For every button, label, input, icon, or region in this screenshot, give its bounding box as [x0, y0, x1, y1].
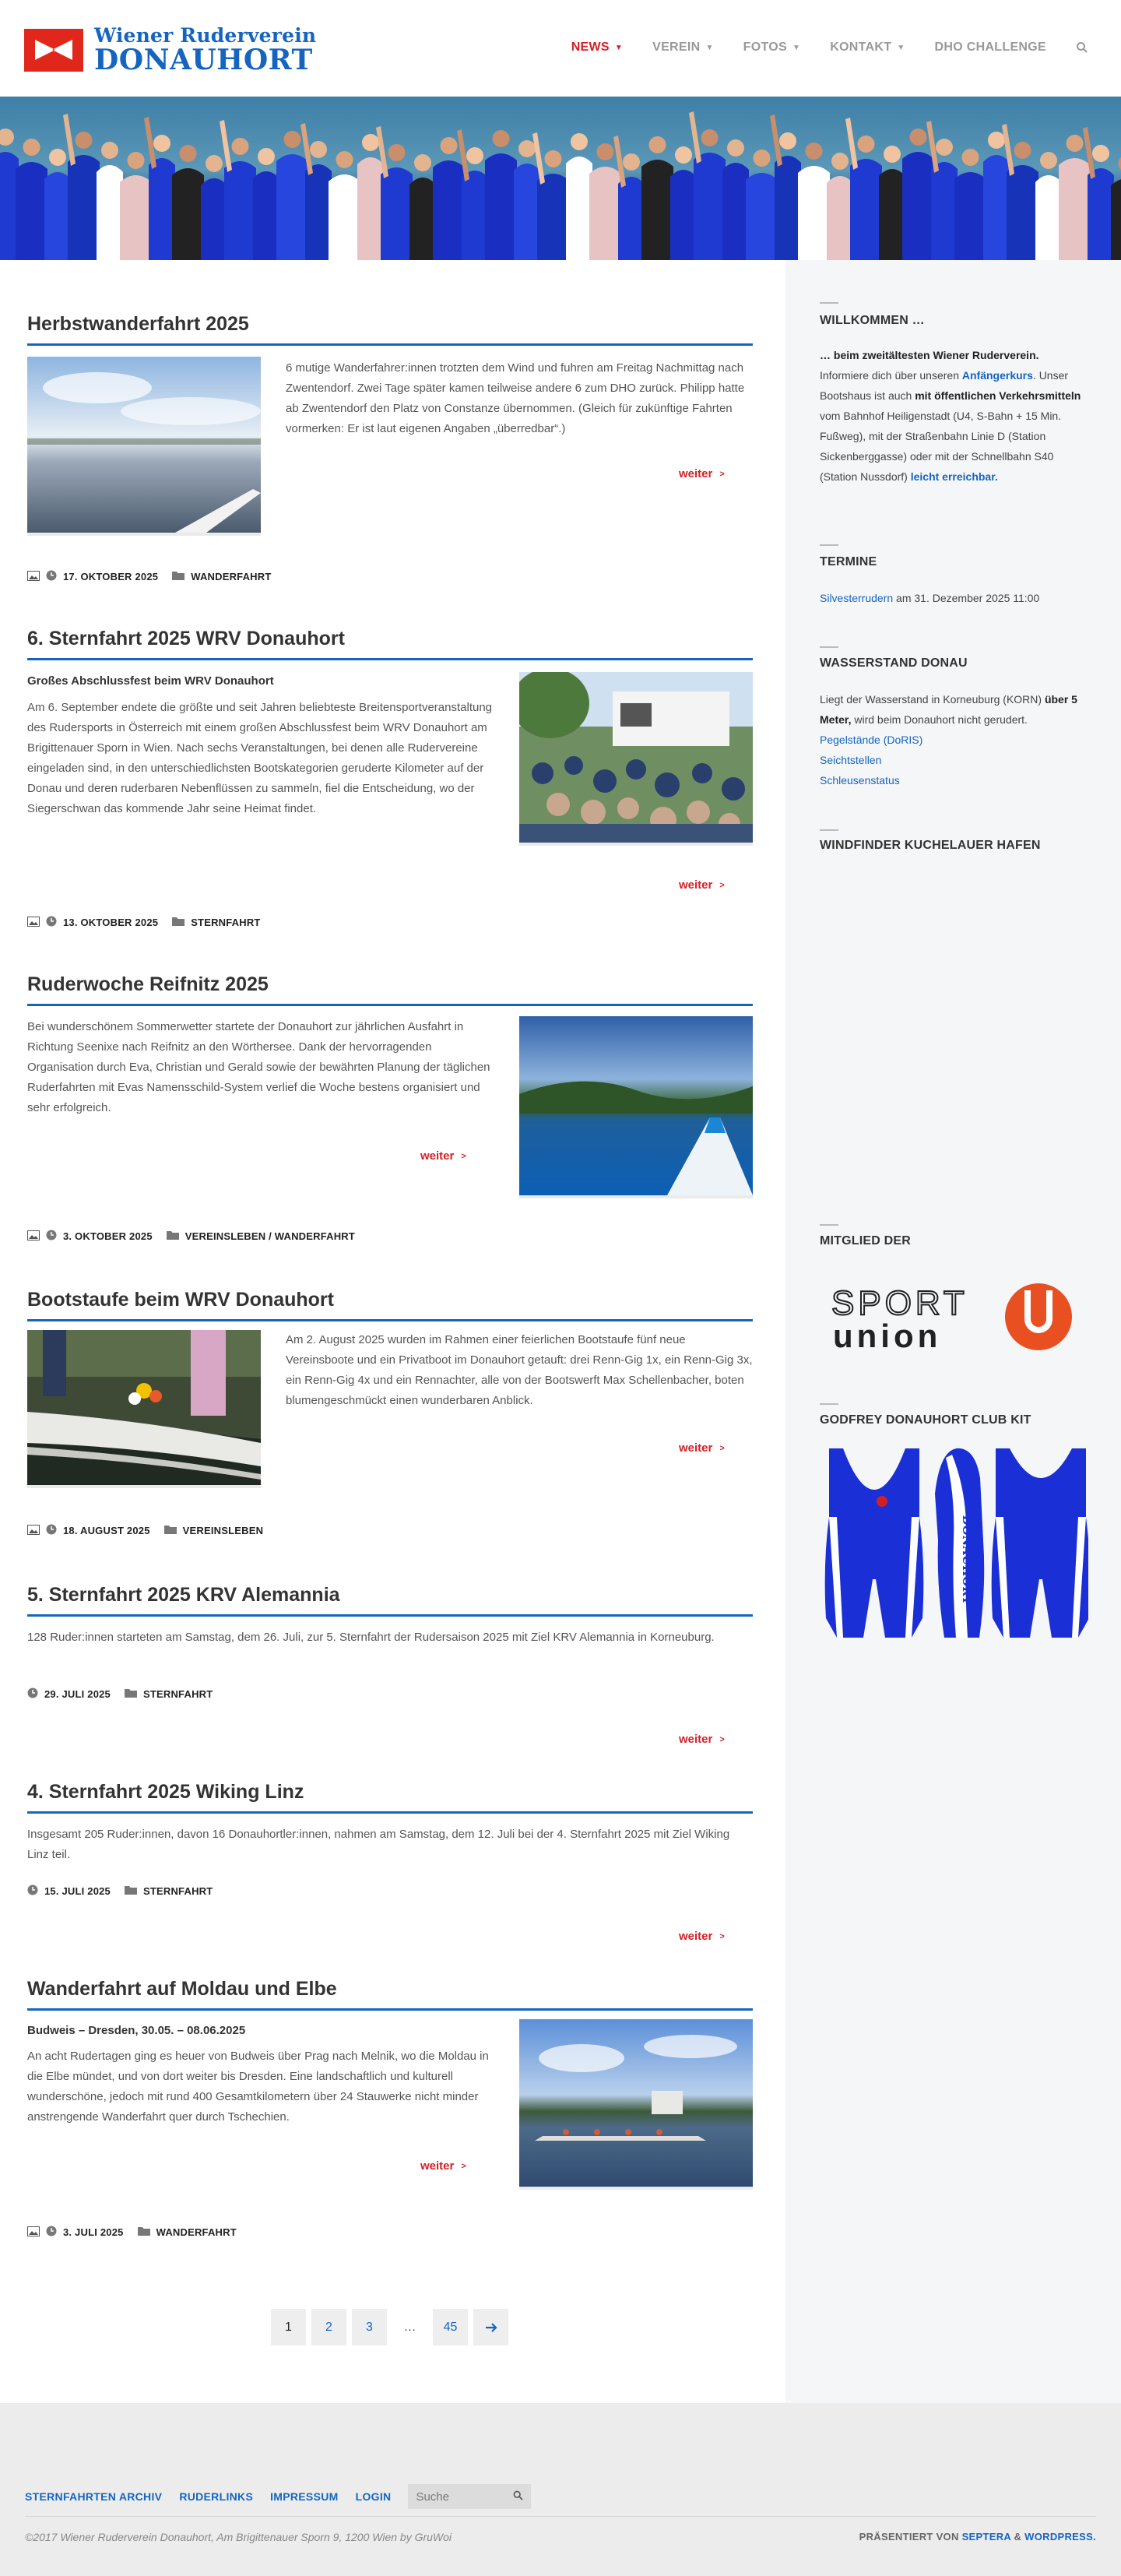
wasserstand-text-2: wird beim Donauhort nicht gerudert.: [854, 713, 1028, 726]
post-meta: [27, 1230, 355, 1243]
read-more-label: weiter: [679, 1930, 713, 1943]
post-category[interactable]: VEREINSLEBEN / WANDERFAHRT: [184, 1230, 356, 1242]
footer-link-ruderlinks[interactable]: RUDERLINKS: [179, 2490, 254, 2503]
site-logo[interactable]: [24, 26, 316, 74]
main-nav: [542, 40, 1088, 55]
post-excerpt: Am 2. August 2025 wurden im Rahmen einer feierlichen Bootstaufe fünf neue Vereinsboote und ein Privatboot im Donauhort getauft: drei Renn-Gig 1x, ein Renn-Gig 3x, ein Renn-Gig 4x und ein Rennachter, alle von der Bootswerft Max Schellenbacher, boten blumengeschmückt einen wunderbaren Anblick.: [286, 1333, 753, 1407]
post-category[interactable]: WANDERFAHRT: [191, 571, 272, 582]
presented-by: [859, 2531, 1096, 2543]
folder-icon: [138, 2226, 150, 2238]
chevron-right-icon: >: [719, 1443, 725, 1453]
read-more-link[interactable]: [679, 1441, 725, 1455]
page-45[interactable]: 45: [433, 2309, 468, 2345]
read-more-label: weiter: [679, 467, 713, 480]
search-icon[interactable]: [1076, 41, 1088, 54]
nav-item-fotos[interactable]: [743, 40, 801, 55]
widget-title-mitglied: MITGLIED DER: [820, 1234, 912, 1248]
widget-title-wasserstand: WASSERSTAND DONAU: [820, 656, 968, 670]
copyright-text: ©2017 Wiener Ruderverein Donauhort, Am Brigittenauer Sporn 9, 1200 Wien by GruWoi: [25, 2531, 452, 2543]
post-excerpt: An acht Rudertagen ging es heuer von Budweis über Prag nach Melnik, wo die Moldau in die Elbe mündet, und von dort weiter bis Dresden. Eine landschaftlich und kulturell wunderschöne, jedoch mit rund 400 Gesamtkilometern über 24 Stauwerke nicht minder anstrengende Wanderfahrt quer durch Tschechien.: [27, 2050, 489, 2124]
chevron-right-icon: >: [719, 1734, 725, 1744]
chevron-down-icon: ▼: [705, 43, 714, 52]
post-meta: [27, 1687, 213, 1701]
post-thumbnail[interactable]: [519, 2019, 753, 2190]
page-ellipsis: …: [403, 2320, 416, 2334]
widget-divider: [820, 1403, 838, 1405]
sportunion-logo[interactable]: [831, 1279, 1077, 1355]
widget-title-clubkit: GODFREY DONAUHORT CLUB KIT: [820, 1413, 1031, 1427]
nav-label: VEREIN: [652, 40, 701, 54]
image-format-icon: [27, 1230, 40, 1243]
post-title[interactable]: Herbstwanderfahrt 2025: [27, 313, 753, 346]
widget-title-welcome: WILLKOMMEN …: [820, 314, 925, 327]
post-title[interactable]: 4. Sternfahrt 2025 Wiking Linz: [27, 1781, 753, 1814]
chevron-right-icon: >: [461, 2161, 466, 2171]
post-category[interactable]: VEREINSLEBEN: [182, 1525, 264, 1536]
post-date[interactable]: 3. OKTOBER 2025: [63, 1230, 153, 1242]
post-excerpt: Insgesamt 205 Ruder:innen, davon 16 Donauhortler:innen, nahmen am Samstag, dem 12. Juli bei der 4. Sternfahrt 2025 mit Ziel Wiking Linz teil.: [27, 1828, 730, 1861]
read-more-link[interactable]: [420, 1149, 466, 1163]
post-meta: [27, 1524, 263, 1537]
sportunion-logo-line-1: SPORT: [831, 1284, 968, 1322]
widget-divider: [820, 646, 838, 648]
page-1[interactable]: 1: [271, 2309, 306, 2345]
clock-icon: [46, 1524, 57, 1537]
nav-label: FOTOS: [743, 40, 787, 54]
read-more-link[interactable]: [679, 1930, 725, 1943]
flag-icon: [24, 29, 83, 72]
footer-divider: [25, 2516, 1096, 2517]
folder-icon: [125, 1885, 137, 1897]
read-more-link[interactable]: [679, 467, 725, 480]
wordpress-link[interactable]: WORDPRESS.: [1024, 2531, 1096, 2543]
site-header: [0, 0, 1121, 97]
folder-icon: [164, 1525, 177, 1536]
post-excerpt: Bei wunderschönem Sommerwetter startete der Donauhort zur jährlichen Ausfahrt in Richtung Seenixe nach Reifnitz an den Wörthersee. Dank der hervorragenden Organisation durch Eva, Christian und Gerald sowie der bewährten Planung der täglichen Ruderfahrten mit Evas Namensschild-System verlief die Woche bestens organisiert und sehr erfolgreich.: [27, 1020, 490, 1114]
welcome-intro: … beim zweitältesten Wiener Ruderverein.: [820, 349, 1039, 361]
widget-title-termine: TERMINE: [820, 555, 877, 568]
club-kit-image[interactable]: [820, 1447, 1088, 1642]
wasserstand-text: [820, 689, 1088, 790]
post-title[interactable]: Ruderwoche Reifnitz 2025: [27, 973, 753, 1006]
chevron-down-icon: ▼: [614, 43, 624, 52]
nav-item-dho-challenge[interactable]: [935, 40, 1046, 55]
post-category[interactable]: STERNFAHRT: [143, 1885, 213, 1897]
folder-icon: [172, 571, 184, 582]
pagination: [271, 2309, 514, 2345]
directions-link[interactable]: leicht erreichbar.: [910, 470, 998, 483]
post-excerpt: 6 mutige Wanderfahrer:innen trotzten dem Wind und fuhren am Freitag Nachmittag nach Zwentendorf. Zwei Tage später kamen teilweise andere 6 zum DHO zurück. Philipp hatte ab Zwentendorf den Platz von Constanze übernommen. (Gleich für zukünftige Fahrten vormerken: Er ist laut eigenen Angaben „überredbar“.): [286, 361, 745, 435]
post-subtitle: Budweis – Dresden, 30.05. – 08.06.2025: [27, 2024, 246, 2037]
presented-by-label: PRÄSENTIERT VON: [859, 2531, 959, 2543]
post-title[interactable]: 5. Sternfahrt 2025 KRV Alemannia: [27, 1584, 753, 1617]
sportunion-logo-line-2: union: [833, 1318, 942, 1354]
post-subtitle: Großes Abschlussfest beim WRV Donauhort: [27, 674, 274, 688]
hero-banner-image: [0, 97, 1121, 260]
folder-icon: [167, 1230, 179, 1242]
search-icon[interactable]: [513, 2490, 523, 2504]
nav-item-news[interactable]: [571, 40, 623, 55]
wasserstand-text-1: Liegt der Wasserstand in Korneuburg (KORN): [820, 693, 1042, 706]
folder-icon: [172, 917, 184, 928]
nav-item-kontakt[interactable]: [830, 40, 905, 55]
post-thumbnail[interactable]: [27, 1330, 261, 1488]
widget-divider: [820, 1224, 838, 1226]
termine-text: [820, 588, 1088, 608]
post-thumbnail[interactable]: [27, 357, 261, 536]
clock-icon: [46, 1230, 57, 1243]
read-more-label: weiter: [679, 1441, 713, 1455]
post-thumbnail[interactable]: [519, 672, 753, 846]
post-excerpt: Am 6. September endete die größte und seit Jahren beliebteste Breitensportveranstaltung des Rudersports in Österreich mit einem großen Abschlussfest beim WRV Donauhort am Brigittenauer Sporn in Wien. Nach sechs Veranstaltungen, bei denen alle Rudervereine eingeladen sind, in den unterschiedlichsten Bootskategorien geruderte Kilometer auf der Donau und deren ruderbaren Nebenflüssen zu sammeln, fiel die Entscheidung, wo der Siegerschwan das kommende Jahr seine Heimat findet.: [27, 701, 493, 815]
site-footer: [0, 2403, 1121, 2576]
footer-search-input[interactable]: [408, 2484, 531, 2509]
clock-icon: [27, 1687, 38, 1701]
chevron-right-icon: >: [719, 1931, 725, 1941]
nav-item-verein[interactable]: [652, 40, 714, 55]
clock-icon: [27, 1884, 38, 1898]
beginner-course-link[interactable]: Anfängerkurs: [961, 369, 1033, 382]
widget-divider: [820, 829, 838, 831]
widget-divider: [820, 544, 838, 546]
pegelstaende-link[interactable]: Pegelstände (DoRIS): [820, 734, 923, 746]
post-date[interactable]: 13. OKTOBER 2025: [63, 917, 159, 928]
welcome-text-1: Informiere dich über unseren: [820, 369, 959, 382]
widget-divider: [820, 302, 838, 304]
image-format-icon: [27, 2226, 40, 2239]
footer-link-login[interactable]: LOGIN: [355, 2490, 392, 2503]
post-meta: [27, 916, 261, 929]
clock-icon: [46, 570, 57, 583]
post-category[interactable]: WANDERFAHRT: [156, 2226, 237, 2238]
seichtstellen-link[interactable]: Seichtstellen: [820, 754, 882, 766]
welcome-text: [820, 345, 1088, 487]
read-more-label: weiter: [679, 878, 713, 892]
nav-label: KONTAKT: [830, 40, 892, 54]
post-title[interactable]: Wanderfahrt auf Moldau und Elbe: [27, 1978, 753, 2011]
read-more-link[interactable]: [420, 2159, 466, 2173]
page-3[interactable]: 3: [352, 2309, 387, 2345]
chevron-right-icon: >: [461, 1151, 466, 1161]
post-title[interactable]: Bootstaufe beim WRV Donauhort: [27, 1289, 753, 1321]
post-date[interactable]: 29. JULI 2025: [44, 1688, 111, 1700]
footer-link-impressum[interactable]: IMPRESSUM: [270, 2490, 339, 2503]
event-date: am 31. Dezember 2025 11:00: [896, 592, 1040, 604]
footer-link-sternfahrten-archiv[interactable]: STERNFAHRTEN ARCHIV: [25, 2490, 163, 2503]
clock-icon: [46, 916, 57, 929]
widget-title-windfinder: WINDFINDER KUCHELAUER HAFEN: [820, 839, 1041, 852]
read-more-label: weiter: [420, 2159, 455, 2173]
image-format-icon: [27, 1525, 40, 1537]
post-category[interactable]: STERNFAHRT: [191, 917, 261, 928]
post-meta: [27, 2226, 237, 2239]
search-placeholder: Suche: [416, 2490, 449, 2504]
chevron-down-icon: ▼: [897, 43, 905, 52]
post-excerpt: 128 Ruder:innen starteten am Samstag, dem 26. Juli, zur 5. Sternfahrt der Rudersaison 2025 mit Ziel KRV Alemannia in Korneuburg.: [27, 1631, 715, 1644]
logo-line-2: DONAUHORT: [94, 44, 313, 76]
post-date[interactable]: 3. JULI 2025: [63, 2226, 124, 2238]
nav-label: DHO CHALLENGE: [934, 40, 1046, 54]
footer-nav: [25, 2484, 531, 2509]
post-date[interactable]: 18. AUGUST 2025: [63, 1525, 150, 1536]
chevron-right-icon: >: [719, 880, 725, 890]
page-2[interactable]: 2: [311, 2309, 346, 2345]
image-format-icon: [27, 917, 40, 929]
read-more-label: weiter: [679, 1733, 713, 1746]
post-title[interactable]: 6. Sternfahrt 2025 WRV Donauhort: [27, 628, 753, 660]
read-more-link[interactable]: [679, 1733, 725, 1746]
post-category[interactable]: STERNFAHRT: [143, 1688, 213, 1700]
chevron-down-icon: ▼: [792, 43, 801, 52]
post-meta: [27, 1884, 213, 1898]
welcome-text-3: vom Bahnhof Heiligenstadt (U4, S-Bahn + 15 Min. Fußweg), mit der Straßenbahn Linie D (Station Sickenberggasse) oder mit der Schnellbahn S40 (Station Nussdorf): [820, 410, 1062, 483]
next-page-arrow-icon[interactable]: [473, 2309, 508, 2345]
chevron-right-icon: >: [719, 469, 725, 479]
read-more-label: weiter: [420, 1149, 455, 1163]
clock-icon: [46, 2226, 57, 2239]
read-more-link[interactable]: [679, 878, 725, 892]
logo-line-1: Wiener Ruderverein: [94, 24, 317, 47]
post-meta: [27, 570, 272, 583]
post-thumbnail[interactable]: [519, 1016, 753, 1198]
post-date[interactable]: 15. JULI 2025: [44, 1885, 111, 1897]
welcome-text-bold: mit öffentlichen Verkehrsmitteln: [915, 389, 1081, 402]
club-kit-side-text: DONAUHORT: [960, 1515, 974, 1605]
image-format-icon: [27, 571, 40, 583]
folder-icon: [125, 1688, 137, 1700]
welcome-text-2: . Unser Bootshaus ist auch: [820, 369, 1069, 402]
septera-link[interactable]: SEPTERA: [961, 2531, 1011, 2543]
wasserstand-text-bold: über 5 Meter,: [820, 693, 1077, 726]
post-date[interactable]: 17. OKTOBER 2025: [63, 571, 159, 582]
event-link[interactable]: Silvesterrudern: [820, 592, 894, 604]
presented-and: &: [1014, 2531, 1022, 2543]
nav-label: NEWS: [571, 40, 610, 54]
schleusenstatus-link[interactable]: Schleusenstatus: [820, 774, 900, 787]
